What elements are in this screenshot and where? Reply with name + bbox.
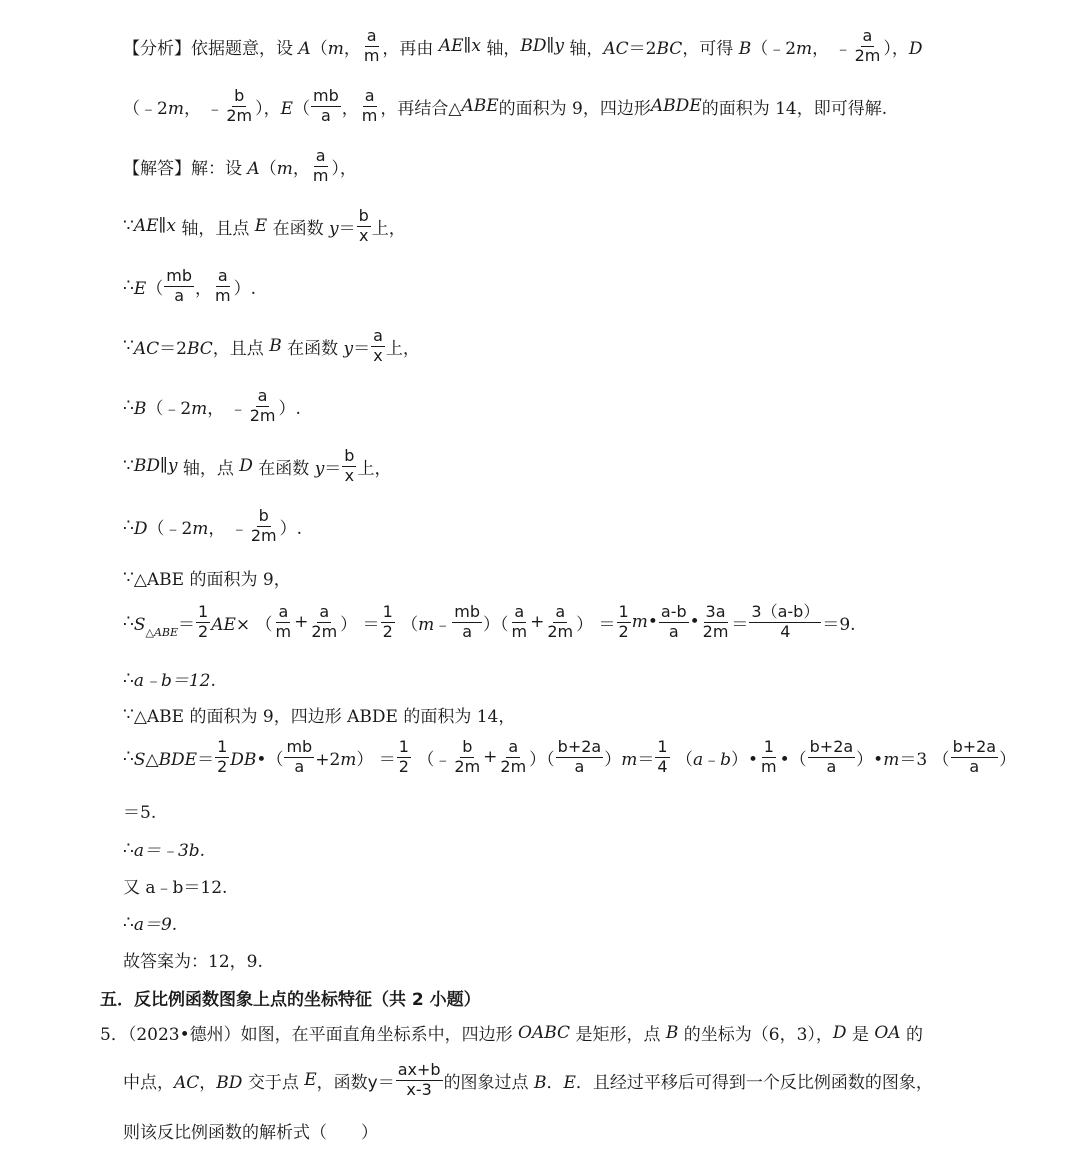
fraction: $\frac{a}{2m}$	[249, 386, 276, 425]
fraction: $\frac{1}{2}$	[382, 602, 393, 641]
s-abe: $S_{\triangle ABE}=$	[133, 614, 196, 639]
solution-line-16	[123, 910, 177, 935]
because-symbol: ∵	[123, 336, 134, 357]
problem-text: 交于点	[247, 1072, 299, 1093]
problem-text: 5．（2023•德州）如图，在平面直角坐标系中，四边形	[100, 1025, 513, 1045]
solution-line-11	[123, 702, 515, 727]
ae-times: AE× （	[211, 614, 273, 635]
solution-line-13	[123, 798, 156, 823]
problem-text: 的图象过点	[443, 1072, 529, 1093]
point-d: （﹣2m， ﹣	[123, 98, 224, 119]
problem-text: 则该反比例函数的解析式（ ）	[123, 1123, 378, 1143]
comma: ，	[341, 98, 359, 119]
problem-text: 的	[905, 1025, 923, 1045]
s-bde: S△BDE＝	[133, 749, 215, 770]
bd-parallel: BD∥y	[520, 36, 564, 57]
close: ）.	[278, 398, 301, 419]
solution-text: 在函数	[272, 218, 324, 239]
solution-text: 解：设	[191, 158, 242, 179]
solution-line-12: ∴ S△BDE＝ $\frac{1}{2}$ DB•（ $\frac{mb}{a}$ +2m） ＝ $\frac{1}{2}$ （﹣ $\frac{b}{2m}$ + $\frac{a}{2m}$ ）（ $\frac{b+2a}{a}$ ）m＝ $\frac{1}{4}$ （a﹣b）• $\frac{1}{m}$ •（ $\frac{b+2a}{a}$ ）•m＝3 （ $\frac{b+2a}{a}$ ）	[123, 737, 1017, 776]
solution-text: 上，	[385, 338, 420, 359]
because-symbol: ∵	[123, 567, 134, 588]
solution-text: 上，	[357, 458, 392, 479]
fraction: $\frac{a}{2m}$	[311, 602, 338, 641]
therefore-symbol: ∴	[123, 912, 134, 933]
solution-text: 轴，点	[182, 458, 234, 479]
problem-line-3	[123, 1118, 378, 1143]
because-symbol: ∵	[123, 216, 134, 237]
solution-text: ＝5.	[123, 803, 157, 823]
solution-text: ，且点	[212, 338, 264, 359]
fraction: $\frac{a}{m}$	[275, 602, 292, 641]
point-b: B（﹣2m， ﹣	[738, 38, 852, 59]
because-symbol: ∵	[123, 704, 134, 725]
fraction: $\frac{ax+b}{x-3}$	[397, 1060, 441, 1099]
fraction: $\frac{a}{m}$	[312, 146, 329, 185]
fraction: $\frac{mb}{a}$	[454, 602, 481, 641]
fraction: $\frac{a}{m}$	[511, 602, 528, 641]
solution-line-15	[123, 873, 227, 898]
e: E	[254, 216, 268, 237]
fraction: $\frac{b+2a}{a}$	[952, 737, 997, 776]
solution-text: 在函数	[287, 338, 339, 359]
analysis-text: ，可得	[682, 38, 734, 59]
ac-bd: AC，BD	[174, 1072, 243, 1093]
solution-line-14	[123, 836, 205, 861]
problem-text: 是	[851, 1025, 869, 1045]
solution-line-5	[123, 388, 301, 425]
problem-text: 的坐标为（6，3），	[683, 1025, 833, 1045]
fraction: $\frac{1}{2}$	[398, 737, 409, 776]
therefore-symbol: ∴	[123, 276, 134, 297]
fraction: $\frac{b}{2m}$	[250, 506, 277, 545]
fraction: $\frac{a}{2m}$	[547, 602, 574, 641]
fraction: $\frac{b+2a}{a}$	[809, 737, 854, 776]
because-symbol: ∵	[123, 456, 134, 477]
y-eq: y＝	[343, 338, 371, 359]
solution-line-6	[123, 448, 391, 485]
therefore-symbol: ∴	[123, 612, 134, 633]
fraction: $\frac{a}{m}$	[361, 86, 378, 125]
fraction: $\frac{3(a-b)}{4}$	[751, 602, 820, 641]
solution-line-1	[123, 148, 357, 185]
point-a: A（m，	[298, 38, 361, 59]
b: B	[665, 1022, 679, 1043]
y-eq: y＝	[367, 1072, 395, 1093]
b-point: B（﹣2m， ﹣	[133, 398, 247, 419]
section-title: 五．反比例函数图象上点的坐标特征（共 2 小题）	[100, 990, 481, 1010]
oabc	[513, 1023, 576, 1043]
analysis-line-2	[123, 88, 887, 125]
problem-text: 是矩形，点	[575, 1025, 661, 1045]
fraction: $\frac{1}{m}$	[761, 737, 777, 776]
point-a: A（m，	[247, 158, 310, 179]
solution-text: a﹣b＝12.	[133, 671, 216, 691]
solution-line-3	[123, 268, 256, 305]
fraction: $\frac{b}{x}$	[344, 446, 355, 485]
e-point: E（	[133, 278, 164, 299]
problem-text: 中点，	[123, 1072, 174, 1093]
close: ）.	[279, 518, 302, 539]
fraction: $\frac{mb}{a}$	[286, 737, 313, 776]
solution-text: a＝﹣3b.	[133, 841, 206, 861]
solution-text: 在函数	[258, 458, 310, 479]
comma: ，	[195, 278, 212, 299]
problem-line-2	[123, 1062, 933, 1099]
fraction: $\frac{mb}{a}$	[166, 266, 192, 305]
fraction: $\frac{1}{4}$	[657, 737, 668, 776]
therefore-symbol: ∴	[123, 747, 134, 768]
fraction: $\frac{a}{2m}$	[500, 737, 527, 776]
solution-line-4	[123, 328, 420, 365]
fraction: $\frac{3a}{2m}$	[702, 602, 729, 641]
ae-parallel: AE∥x	[438, 36, 481, 57]
oabc-label: OABC	[518, 1022, 571, 1043]
ac-eq: AC＝2BC	[133, 338, 213, 359]
oa: OA	[874, 1022, 901, 1043]
analysis-text: 的面积为 14，即可得解.	[701, 98, 888, 119]
problem-text: ．且经过平移后可得到一个反比例函数的图象，	[575, 1072, 933, 1093]
y-eq: y＝	[314, 458, 342, 479]
solution-line-2	[123, 208, 406, 245]
close: ），	[331, 158, 357, 179]
solution-line-9: ∴ $S_{\triangle ABE}=$ $\frac{1}{2}$ AE× （ $\frac{a}{m}$ + $\frac{a}{2m}$ ） ＝ $\frac{1}{2}$ （m﹣ $\frac{mb}{a}$ ）（ $\frac{a}{m}$ + $\frac{a}{2m}$ ） ＝ $\frac{1}{2}$ m• $\frac{a-b}{a}$ • $\frac{3a}{2m}$ ＝ $\frac{3(a-b)}{4}$ ＝9.	[123, 602, 856, 641]
analysis-text: ，再由	[382, 38, 434, 59]
fraction: $\frac{1}{2}$	[618, 602, 629, 641]
solution-line-17	[123, 947, 263, 972]
fraction: $\frac{b}{x}$	[358, 206, 369, 245]
fraction: $\frac{b}{2m}$	[454, 737, 481, 776]
solution-line-10	[123, 666, 216, 691]
analysis-text: 轴，	[569, 38, 604, 59]
bd-parallel: BD∥y	[133, 456, 178, 477]
analysis-text: 轴，	[486, 38, 521, 59]
d-point: D（﹣2m， ﹣	[133, 518, 248, 539]
solution-line-7	[123, 508, 302, 545]
solution-text: △ABE 的面积为 9，	[133, 570, 291, 590]
point-d-start: ），D	[883, 38, 923, 59]
ac-eq: AC＝2BC	[603, 38, 683, 59]
problem-line-1	[100, 1020, 923, 1045]
solution-text: 又 a﹣b＝12.	[123, 878, 228, 898]
fraction: $\frac{a}{m}$	[215, 266, 231, 305]
fraction: $\frac{b+2a}{a}$	[557, 737, 602, 776]
answer-text: 故答案为：12，9.	[123, 952, 263, 972]
fraction: $\frac{mb}{a}$	[313, 86, 339, 125]
solution-text: a＝9.	[133, 915, 178, 935]
solution-tag: 【解答】	[123, 158, 191, 179]
e: E	[304, 1070, 317, 1091]
solution-line-8	[123, 565, 291, 590]
d: D	[832, 1022, 847, 1043]
therefore-symbol: ∴	[123, 516, 134, 537]
fraction: $\frac{1}{2}$	[217, 737, 228, 776]
fraction: $\frac{a}{m}$	[363, 26, 380, 65]
fraction: $\frac{a}{x}$	[373, 326, 383, 365]
close: ）.	[233, 278, 256, 299]
solution-text: △ABE 的面积为 9，四边形 ABDE 的面积为 14，	[133, 707, 516, 727]
therefore-symbol: ∴	[123, 838, 134, 859]
ae-parallel: AE∥x	[133, 216, 176, 237]
analysis-tag: 【分析】	[123, 38, 191, 59]
d: D	[239, 456, 253, 477]
solution-text: 上，	[371, 218, 406, 239]
points: B．E	[533, 1072, 576, 1093]
analysis-text: ，再结合△	[380, 98, 462, 119]
b: B	[269, 336, 282, 357]
solution-text: 轴，且点	[181, 218, 250, 239]
fraction: $\frac{b}{2m}$	[226, 86, 253, 125]
problem-text: ，函数	[316, 1072, 368, 1093]
therefore-symbol: ∴	[123, 668, 134, 689]
analysis-text: 的面积为 9，四边形	[498, 98, 651, 119]
abde: ABDE	[650, 96, 702, 117]
y-eq: y＝	[329, 218, 356, 239]
fraction: $\frac{1}{2}$	[198, 602, 209, 641]
analysis-line-1	[123, 28, 922, 65]
fraction: $\frac{a-b}{a}$	[660, 602, 687, 641]
point-e: ），E（	[255, 98, 311, 119]
analysis-text: 依据题意，设	[191, 38, 293, 59]
abe: ABE	[461, 96, 499, 117]
therefore-symbol: ∴	[123, 396, 134, 417]
fraction: $\frac{a}{2m}$	[854, 26, 881, 65]
